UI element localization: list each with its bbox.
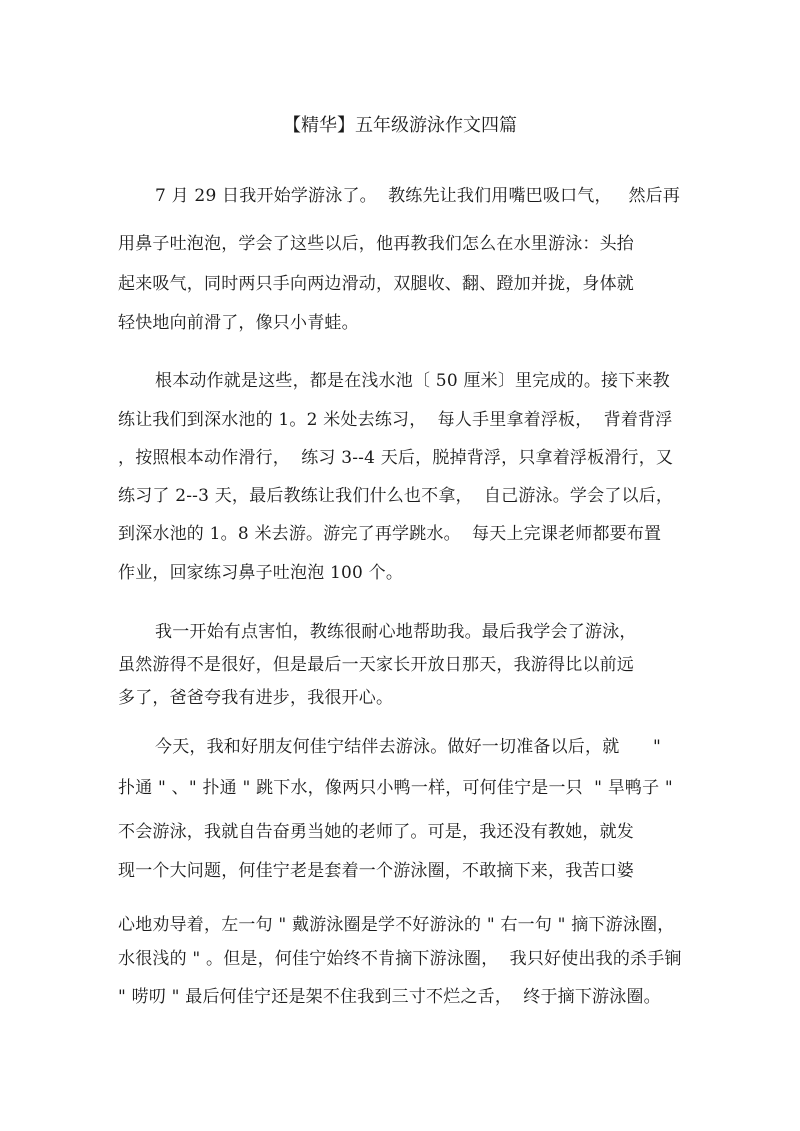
text-line: " 唠叨 " 最后何佳宁还是架不住我到三寸不烂之舌， 终于摘下游泳圈。 <box>118 987 661 1007</box>
document-title: 【精华】五年级游泳作文四篇 <box>283 115 517 136</box>
text-line: 多了，爸爸夸我有进步，我很开心。 <box>118 688 394 708</box>
text-line: 作业，回家练习鼻子吐泡泡 100 个。 <box>118 563 404 583</box>
text-line: 虽然游得不是很好，但是最后一天家长开放日那天，我游得比以前远 <box>118 655 634 675</box>
text-line: 扑通 " 、" 扑通 " 跳下水，像两只小鸭一样，可何佳宁是一只 " 旱鸭子 " <box>118 778 673 798</box>
text-line: ，按照根本动作滑行， 练习 3--4 天后，脱掉背浮，只拿着浮板滑行，又 <box>118 448 674 468</box>
text-line: 到深水池的 1。8 米去游。游完了再学跳水。 每天上完课老师都要布置 <box>118 524 662 544</box>
text-line: 7 月 29 日我开始学游泳了。 教练先让我们用嘴巴吸口气， 然后再 <box>155 186 681 206</box>
text-line: 根本动作就是这些，都是在浅水池〔 50 厘米〕里完成的。接下来教 <box>155 371 670 391</box>
text-line: 现一个大问题，何佳宁老是套着一个游泳圈，不敢摘下来，我苦口婆 <box>118 861 634 881</box>
text-line: 起来吸气，同时两只手向两边滑动，双腿收、翻、蹬加并拢，身体就 <box>118 274 634 294</box>
text-line: 轻快地向前滑了，像只小青蛙。 <box>118 313 359 333</box>
text-line: 今天，我和好朋友何佳宁结伴去游泳。做好一切准备以后，就 " <box>155 737 662 757</box>
text-line: 不会游泳，我就自告奋勇当她的老师了。可是，我还没有教她，就发 <box>118 822 634 842</box>
text-line: 心地劝导着，左一句 " 戴游泳圈是学不好游泳的 " 右一句 " 摘下游泳圈， <box>118 915 675 935</box>
text-line: 用鼻子吐泡泡，学会了这些以后，他再教我们怎么在水里游泳：头抬 <box>118 234 634 254</box>
text-line: 水很浅的 " 。但是，何佳宁始终不肯摘下游泳圈， 我只好使出我的杀手锏 <box>118 949 682 969</box>
text-line: 练习了 2--3 天，最后教练让我们什么也不拿， 自己游泳。学会了以后， <box>118 486 674 506</box>
text-line: 我一开始有点害怕，教练很耐心地帮助我。最后我学会了游泳， <box>155 622 637 642</box>
text-line: 练让我们到深水池的 1。2 米处去练习， 每人手里拿着浮板， 背着背浮 <box>118 410 673 430</box>
